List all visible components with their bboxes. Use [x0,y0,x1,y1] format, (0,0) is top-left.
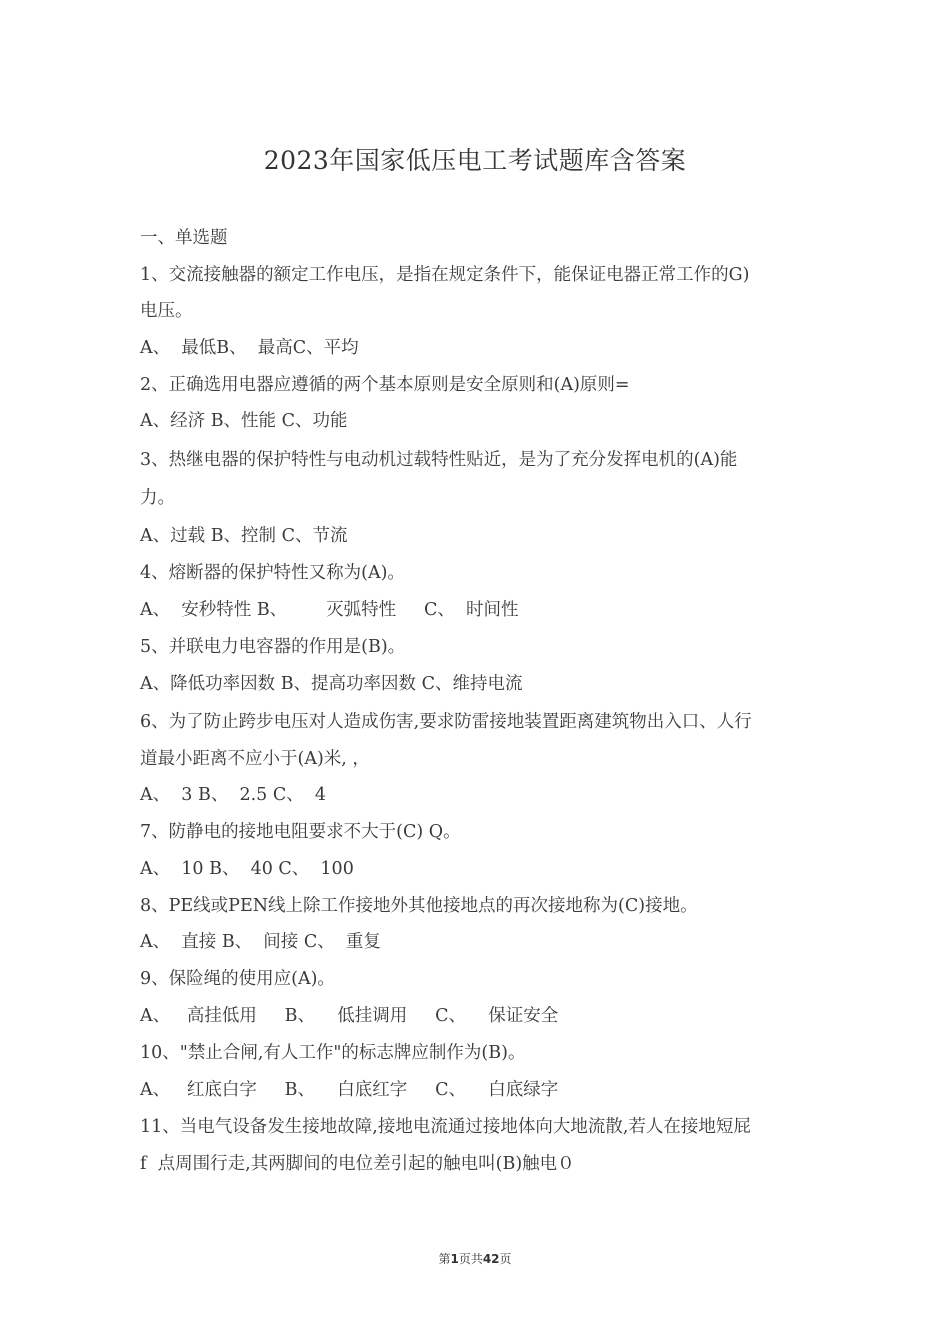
question-line: 3、热继电器的保护特性与电动机过载特性贴近，是为了充分发挥电机的(A)能 [140,450,738,470]
question-line: 6、为了防止跨步电压对人造成伤害,要求防雷接地装置距离建筑物出入口、人行 [140,712,752,732]
page-footer [0,1250,950,1267]
question-line: 9、保险绳的使用应(A)。 [140,969,335,989]
section-heading: 一、单选题 [140,228,228,248]
options-line: A、 最低B、 最高C、平均 [140,338,359,358]
options-line: A、 直接 B、 间接 C、 重复 [140,932,381,952]
footer-total-pages: 42 [482,1252,500,1266]
question-line: 5、并联电力电容器的作用是(B)。 [140,637,406,657]
options-line: A、 安秒特性 B、 灭弧特性 C、 时间性 [140,600,519,620]
options-line: A、 10 B、 40 C、 100 [140,859,354,879]
question-line: 1、交流接触器的额定工作电压，是指在规定条件下，能保证电器正常工作的G) [140,265,750,285]
question-line: 11、当电气设备发生接地故障,接地电流通过接地体向大地流散,若人在接地短屁 [140,1117,751,1137]
question-line: 2、正确选用电器应遵循的两个基本原则是安全原则和(A)原则= [140,375,630,395]
options-line: A、 高挂低用 B、 低挂调用 C、 保证安全 [140,1006,559,1026]
question-line: f 点周围行走,其两脚间的电位差引起的触电叫(B)触电０ [140,1154,575,1174]
options-line: A、降低功率因数 B、提高功率因数 C、维持电流 [140,674,523,694]
question-line: 电压。 [140,301,193,321]
question-line: 道最小距离不应小于(A)米, ， [140,749,370,769]
question-line: 10、"禁止合闸,有人工作"的标志牌应制作为(B)。 [140,1043,526,1063]
question-line: 8、PE线或PEN线上除工作接地外其他接地点的再次接地称为(C)接地。 [140,896,698,916]
footer-page-number: 1 [450,1252,459,1266]
document-title: 2023年国家低压电工考试题库含答案 [263,146,687,175]
question-line: 力。 [140,488,175,508]
options-line: A、 3 B、 2.5 C、 4 [140,785,326,805]
footer-prefix: 第 [438,1252,451,1266]
options-line: A、经济 B、性能 C、功能 [140,411,348,431]
question-line: 4、熔断器的保护特性又称为(A)。 [140,563,405,583]
options-line: A、 红底白字 B、 白底红字 C、 白底绿字 [140,1080,559,1100]
question-line: 7、防静电的接地电阻要求不大于(C) Q。 [140,822,461,842]
footer-middle: 页共 [458,1252,483,1266]
footer-suffix: 页 [499,1252,512,1266]
options-line: A、过载 B、控制 C、节流 [140,526,348,546]
